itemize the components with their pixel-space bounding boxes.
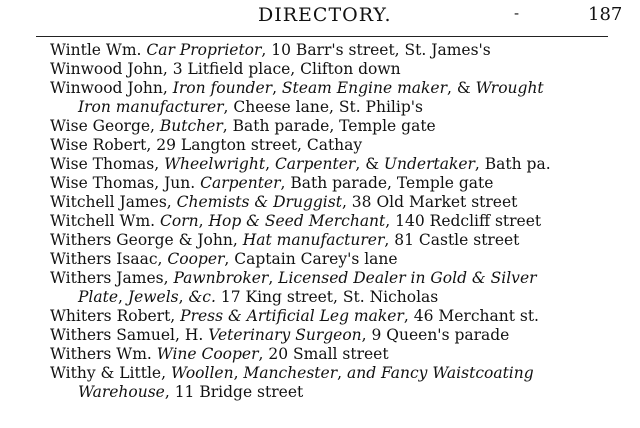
entry-line [0, 250, 630, 269]
entry-continuation-line [0, 98, 630, 117]
entry-line [0, 269, 630, 288]
entry-text: Wintle Wm. [50, 41, 147, 59]
entry-text: , & [446, 79, 476, 97]
entry-text: , [272, 79, 282, 97]
entry-occupation: Pawnbroker [173, 269, 269, 287]
entry-occupation: Wrought [475, 79, 544, 97]
entry-text: , Captain Carey's lane [224, 250, 398, 268]
entry-text: Winwood John, [50, 79, 173, 97]
entry-line [0, 117, 630, 136]
header-dash: - [514, 4, 520, 22]
entry-text: , [265, 155, 275, 173]
entry-line [0, 155, 630, 174]
entry-occupation: Corn [160, 212, 199, 230]
entry-occupation: and Fancy Waistcoating [346, 364, 534, 382]
entry-occupation: Manchester [243, 364, 338, 382]
entry-text: , Cheese lane, St. Philip's [223, 98, 423, 116]
entry-text: Withers George & John, [50, 231, 243, 249]
entry-occupation: Steam Engine maker [281, 79, 447, 97]
entry-text: Whiters Robert, [50, 307, 181, 325]
entry-occupation: Press & Artificial Leg maker [180, 307, 404, 325]
entry-occupation: &c. [188, 288, 216, 306]
entry-line [0, 193, 630, 212]
entry-text: , [118, 288, 128, 306]
entry-occupation: Chemists & Druggist [176, 193, 342, 211]
entry-text: 17 King street, St. Nicholas [215, 288, 439, 306]
entry-occupation: Butcher [159, 117, 223, 135]
entry-continuation-line [0, 383, 630, 402]
entry-text: , [233, 364, 244, 382]
entry-text: , Bath pa. [474, 155, 551, 173]
entry-occupation: Woollen [170, 364, 234, 382]
entry-text: , [337, 364, 347, 382]
entry-text: , [268, 269, 279, 287]
entry-text: , Bath parade, Temple gate [222, 117, 436, 135]
entry-occupation: Undertaker [383, 155, 475, 173]
entry-occupation: Wine Cooper [156, 345, 259, 363]
entry-line [0, 79, 630, 98]
entry-occupation: Veterinary Surgeon [208, 326, 362, 344]
entry-line [0, 136, 630, 155]
entry-text: Witchell Wm. [50, 212, 161, 230]
entry-text: Withers Samuel, H. [50, 326, 209, 344]
entry-occupation: Iron manufacturer [78, 98, 224, 116]
page-number: 187 [588, 4, 623, 25]
entry-occupation: Licensed Dealer in Gold & Silver [278, 269, 537, 287]
entry-line [0, 364, 630, 383]
entry-occupation: Carpenter [200, 174, 281, 192]
entry-text: Withy & Little, [50, 364, 171, 382]
entry-text: , 10 Barr's street, St. James's [261, 41, 491, 59]
entry-text: , & [355, 155, 384, 173]
entry-text: , 140 Redcliff street [385, 212, 542, 230]
entry-line [0, 212, 630, 231]
entry-occupation: Wheelwright [164, 155, 266, 173]
page-title: DIRECTORY. [258, 4, 392, 26]
entry-occupation: Car Proprietor [146, 41, 262, 59]
entry-line [0, 41, 630, 60]
entry-text: , 38 Old Market street [341, 193, 518, 211]
entry-line [0, 345, 630, 364]
entry-text: , 11 Bridge street [164, 383, 304, 401]
entry-line [0, 231, 630, 250]
entry-text: , 9 Queen's parade [361, 326, 510, 344]
entry-continuation-line [0, 288, 630, 307]
directory-entries [0, 41, 640, 402]
entry-occupation: Carpenter [274, 155, 356, 173]
entry-line [0, 307, 630, 326]
entry-line [0, 326, 630, 345]
entry-text: Wise Thomas, Jun. [50, 174, 201, 192]
entry-occupation: Iron founder [172, 79, 273, 97]
entry-line [0, 174, 630, 193]
entry-text: , 81 Castle street [384, 231, 520, 249]
entry-text: Withers Wm. [50, 345, 157, 363]
entry-text: Withers James, [50, 269, 174, 287]
entry-text: Winwood John, 3 Litfield place, Clifton down [50, 60, 401, 78]
page-header [0, 4, 640, 32]
entry-text: Witchell James, [50, 193, 177, 211]
entry-text: Withers Isaac, [50, 250, 168, 268]
entry-text: Wise Thomas, [50, 155, 165, 173]
entry-text: Wise Robert, 29 Langton street, Cathay [50, 136, 363, 154]
entry-occupation: Hat manufacturer [242, 231, 385, 249]
entry-text: , [198, 212, 209, 230]
entry-text: , 20 Small street [258, 345, 389, 363]
entry-text: , Bath parade, Temple gate [280, 174, 494, 192]
entry-occupation: Plate [78, 288, 119, 306]
entry-occupation: Hop & Seed Merchant [208, 212, 386, 230]
entry-occupation: Warehouse [78, 383, 165, 401]
entry-line [0, 60, 630, 79]
entry-text: Wise George, [50, 117, 160, 135]
entry-occupation: Jewels [127, 288, 179, 306]
header-rule [36, 36, 608, 37]
entry-text: , 46 Merchant st. [403, 307, 539, 325]
entry-text: , [178, 288, 189, 306]
entry-occupation: Cooper [167, 250, 225, 268]
